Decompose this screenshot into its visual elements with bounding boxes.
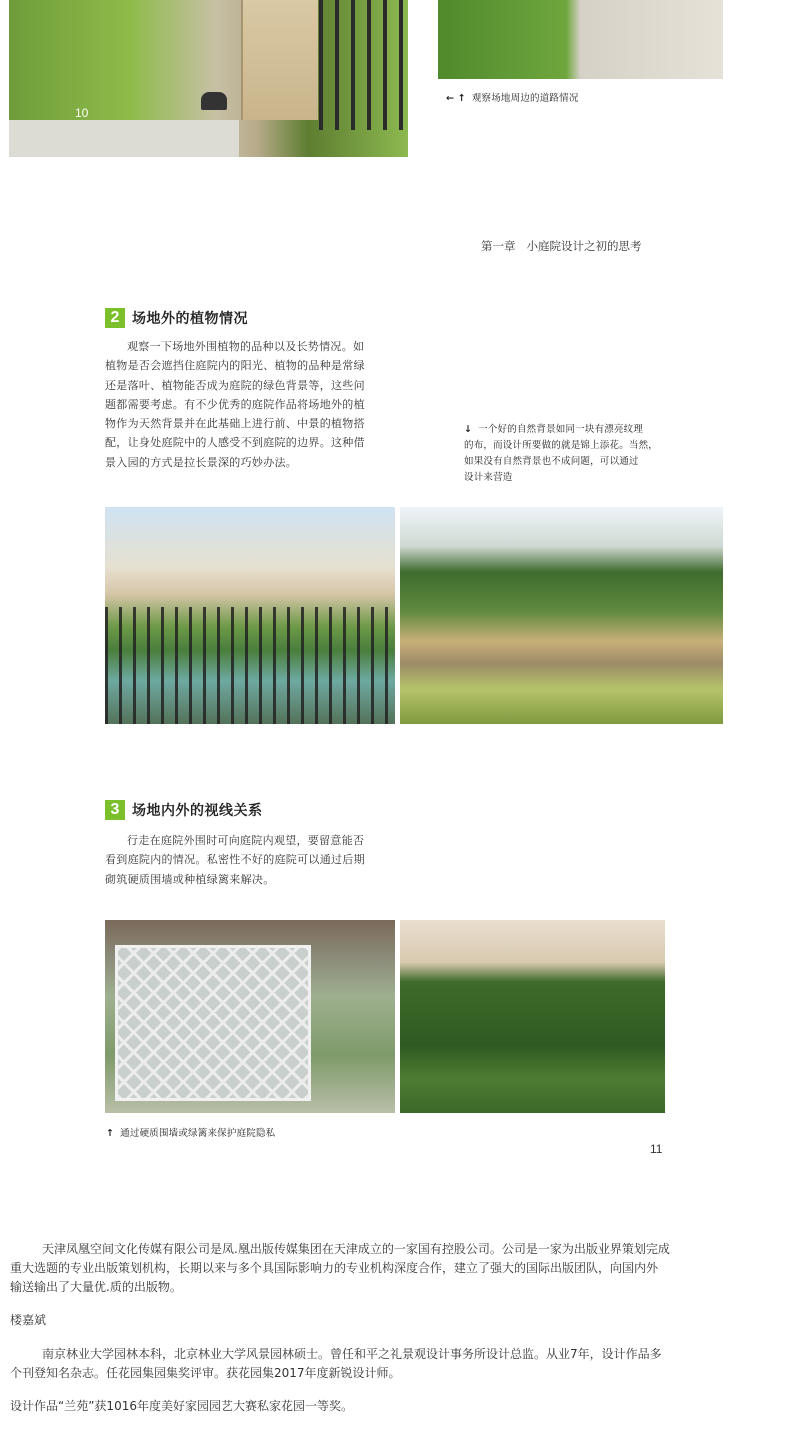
section-2-body [105, 337, 405, 472]
section-2-line: 题都需要考虑。有不少优秀的庭院作品将场地外的植 [105, 397, 365, 411]
award-text: 设计作品“兰苑”获1016年度美好家园园艺大赛私家花园一等奖。 [10, 1399, 353, 1413]
garden-lamp [201, 92, 227, 110]
section-2-caption-line: 如果没有自然背景也不成问题，可以通过 [464, 456, 639, 467]
chapter-header: 第一章 小庭院设计之初的思考 [481, 239, 642, 253]
lattice-fence-photo [105, 920, 395, 1113]
white-lattice-gate [115, 945, 311, 1101]
section-2-line: 还是落叶、植物能否成为庭院的绿色背景等，这些问 [105, 378, 365, 392]
section-2-heading [105, 308, 248, 328]
garden-fence-photo [9, 0, 408, 157]
section-2-line: 植物是否会遮挡住庭院内的阳光、植物的品种是常绿 [105, 359, 365, 373]
section-2-caption-line: 一个好的自然背景如同一块有漂亮纹理 [478, 424, 644, 435]
arrow-down-icon: ↓ [464, 424, 473, 435]
section-2-line: 景入园的方式是拉长景深的巧妙办法。 [105, 455, 298, 469]
publisher-line: 重大选题的专业出版策划机构，长期以来与多个具国际影响力的专业机构深度合作，建立了强大的国际出版团队，向国内外 [10, 1261, 659, 1275]
section-3-caption-text: 通过硬质围墙或绿篱来保护庭院隐私 [120, 1128, 276, 1139]
stone-pillar [241, 0, 318, 120]
iron-railing [105, 607, 395, 724]
iron-fence [319, 0, 408, 130]
section-2-caption [464, 422, 684, 486]
page-number: 11 [650, 1142, 663, 1156]
publisher-description [10, 1240, 780, 1297]
arrow-up-icon: ↑ [106, 1128, 115, 1139]
section-3-number: 3 [105, 800, 125, 820]
road-caption [446, 91, 579, 107]
section-2-line: 物作为天然背景并在此基础上进行前、中景的植物搭 [105, 417, 365, 431]
publisher-line: 天津凤凰空间文化传媒有限公司是凤.凰出版传媒集团在天津成立的一家国有控股公司。公司是一家为出版业界策划完成 [42, 1242, 670, 1256]
section-3-caption [106, 1126, 275, 1142]
sidewalk-area [9, 120, 239, 157]
arrow-left-up-icon: ← ↑ [446, 93, 466, 104]
section-3-line: 行走在庭院外围时可向庭院内观望，要留意能否 [127, 834, 365, 847]
author-bio [10, 1345, 780, 1383]
road-caption-text: 观察场地周边的道路情况 [471, 93, 579, 104]
previous-page-number: 10 [75, 106, 89, 120]
section-2-title: 场地外的植物情况 [132, 311, 248, 327]
section-3-heading [105, 800, 263, 820]
section-2-caption-line: 的布，而设计所要做的就是锦上添花。当然， [464, 440, 659, 451]
section-3-line: 砌筑硬质围墙或种植绿篱来解决。 [105, 872, 275, 886]
road-edge-photo [438, 0, 723, 79]
residential-fence-photo [105, 507, 395, 724]
section-3-body [105, 831, 405, 889]
section-3-title: 场地内外的视线关系 [132, 803, 263, 819]
japanese-garden-photo [400, 507, 723, 724]
author-name: 楼嘉斌 [10, 1313, 47, 1327]
section-2-line: 配，让身处庭院中的人感受不到庭院的边界。这种借 [105, 436, 365, 450]
section-2-caption-line: 设计来营造 [464, 472, 513, 483]
section-2-number: 2 [105, 308, 125, 328]
publisher-line: 输送输出了大量优.质的出版物。 [10, 1280, 182, 1294]
author-bio-line: 南京林业大学园林本科，北京林业大学风景园林硕士。曾任和平之礼景观设计事务所设计总监。从业7年，设计作品多 [42, 1347, 662, 1361]
section-3-line: 看到庭院内的情况。私密性不好的庭院可以通过后期 [105, 853, 365, 867]
hedge-photo [400, 920, 665, 1113]
author-bio-line: 个刊登知名杂志。任花园集园集奖评审。获花园集2017年度新锐设计师。 [10, 1366, 401, 1380]
section-2-line: 观察一下场地外围植物的品种以及长势情况。如 [127, 340, 365, 353]
